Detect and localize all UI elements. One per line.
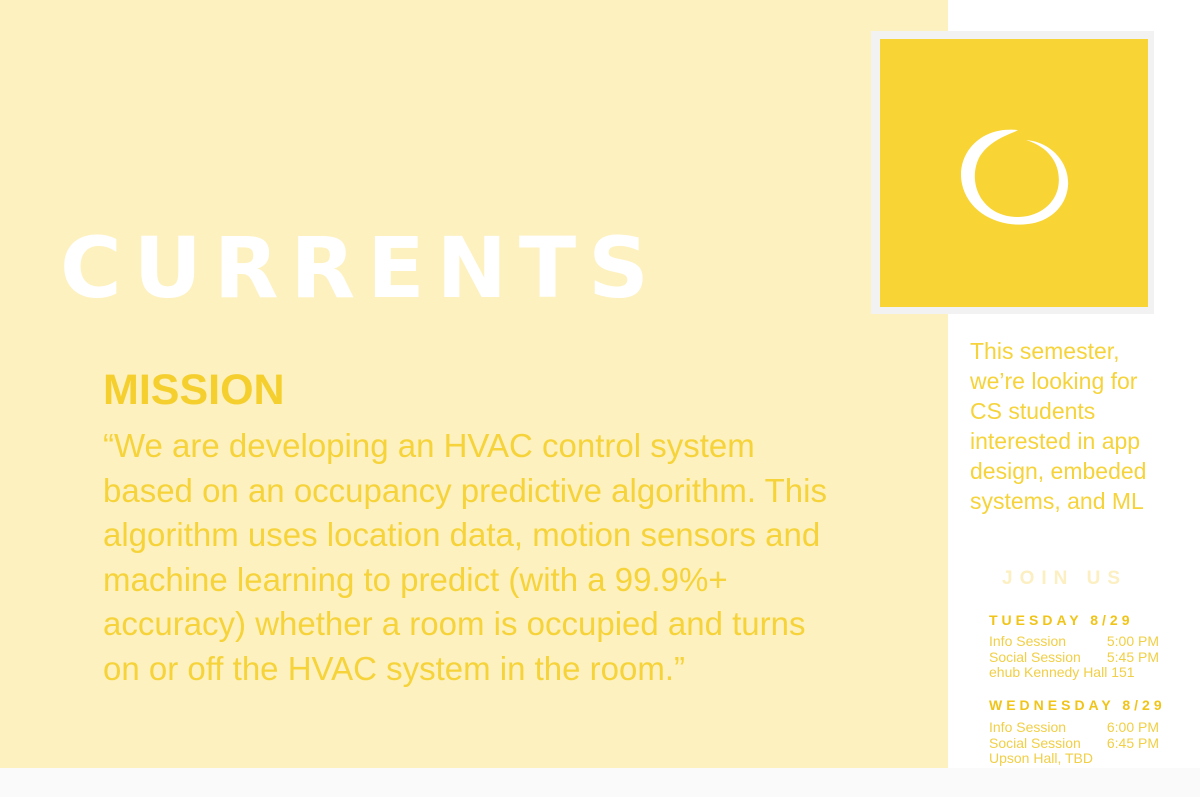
session-row bbox=[989, 634, 1159, 650]
session-name: Social Session bbox=[989, 648, 1081, 665]
session-name: Info Session bbox=[989, 633, 1067, 649]
mission-line: based on an occupancy predictive algorithm. This bbox=[103, 471, 827, 509]
session-row bbox=[989, 720, 1159, 736]
wednesday-heading: WEDNESDAY 8/29 bbox=[989, 697, 1166, 713]
blurb-line: This semester, bbox=[970, 338, 1120, 364]
session-time: 6:00 PM bbox=[1106, 719, 1159, 735]
blurb-line: CS students bbox=[970, 398, 1096, 424]
swirl-circle-icon bbox=[948, 128, 1078, 228]
mission-line: on or off the HVAC system in the room.” bbox=[103, 649, 686, 687]
join-us-heading: JOIN US bbox=[1002, 568, 1128, 589]
blurb-line: we’re looking for bbox=[970, 368, 1138, 394]
mission-statement bbox=[103, 424, 933, 691]
mission-heading: MISSION bbox=[103, 366, 285, 414]
session-venue: Upson Hall, TBD bbox=[989, 750, 1094, 766]
blurb-line: design, embeded bbox=[970, 458, 1147, 484]
session-venue: ehub Kennedy Hall 151 bbox=[989, 664, 1135, 680]
session-name: Social Session bbox=[989, 734, 1081, 751]
blurb-line: interested in app bbox=[970, 428, 1141, 454]
bottom-strip bbox=[0, 768, 1200, 797]
session-name: Info Session bbox=[989, 719, 1067, 735]
recruiting-blurb bbox=[970, 336, 1190, 516]
mission-line: “We are developing an HVAC control system bbox=[103, 427, 755, 464]
tuesday-heading: TUESDAY 8/29 bbox=[989, 612, 1134, 628]
blurb-line: systems, and ML bbox=[970, 488, 1144, 514]
session-time: 6:45 PM bbox=[1106, 734, 1159, 751]
mission-line: machine learning to predict (with a 99.9%+ bbox=[103, 560, 728, 598]
mission-line: accuracy) whether a room is occupied and turns bbox=[103, 605, 806, 642]
session-row bbox=[989, 650, 1159, 666]
session-time: 5:45 PM bbox=[1106, 648, 1159, 665]
tuesday-schedule bbox=[989, 634, 1159, 681]
session-row bbox=[989, 736, 1159, 752]
brand-title: CURRENTS bbox=[60, 219, 661, 317]
session-time: 5:00 PM bbox=[1106, 633, 1159, 649]
wednesday-schedule bbox=[989, 720, 1159, 767]
mission-line: algorithm uses location data, motion sensors and bbox=[103, 516, 821, 553]
